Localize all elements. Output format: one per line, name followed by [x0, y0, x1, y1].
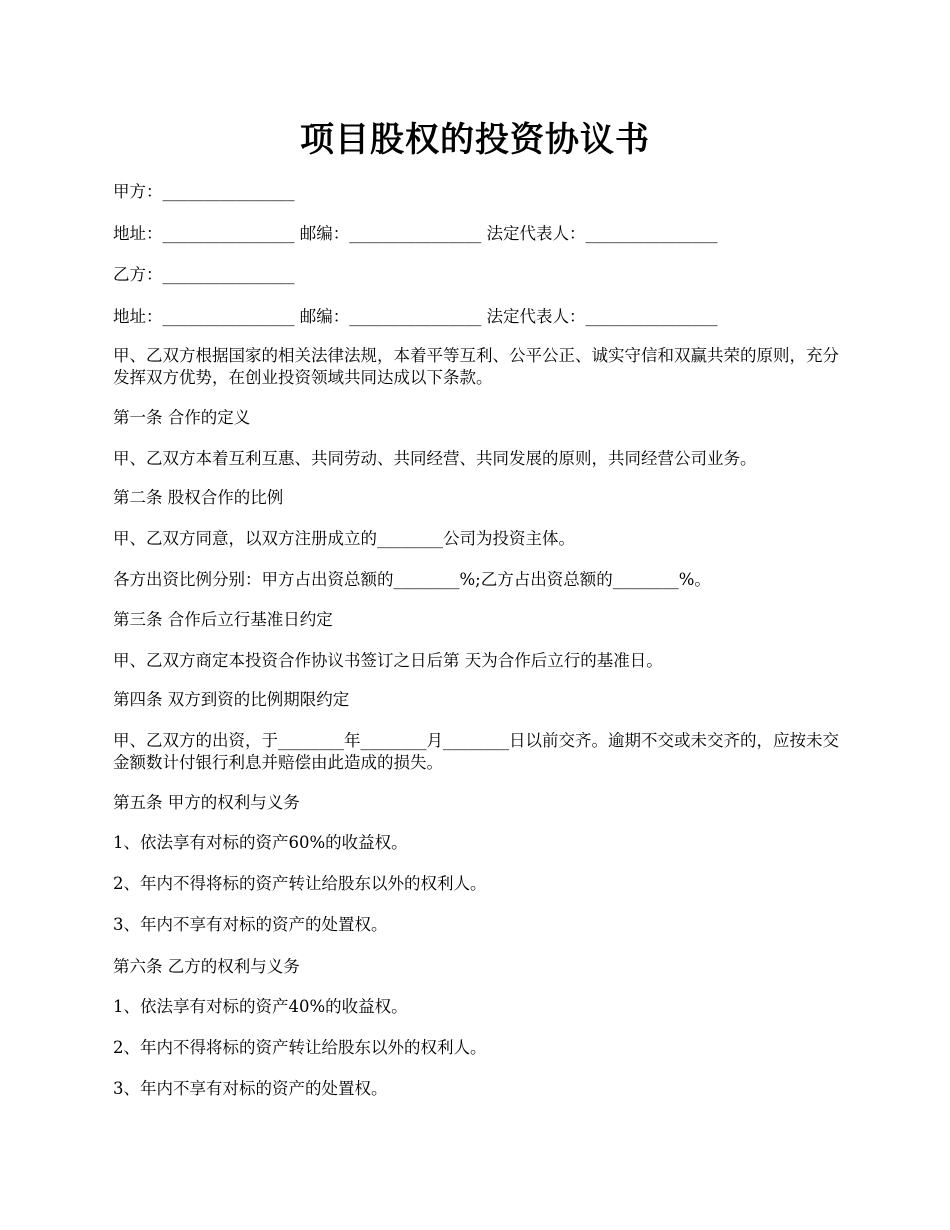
- party-b-address-line: 地址：________________ 邮编：________________ 法定代表人：________________: [113, 307, 718, 326]
- article-6-heading: 第六条 乙方的权利与义务: [113, 957, 300, 976]
- article-6-item-3: 3、年内不享有对标的资产的处置权。: [113, 1079, 388, 1098]
- party-a-line: 甲方：________________: [113, 182, 295, 201]
- article-2-text-1: 甲、乙双方同意，以双方注册成立的________公司为投资主体。: [113, 529, 575, 548]
- article-1-heading: 第一条 合作的定义: [113, 408, 251, 427]
- article-6-item-2: 2、年内不得将标的资产转让给股东以外的权利人。: [113, 1038, 487, 1057]
- party-b-line: 乙方：________________: [113, 265, 295, 284]
- article-6-item-1: 1、依法享有对标的资产40%的收益权。: [113, 997, 408, 1016]
- article-1-text: 甲、乙双方本着互利互惠、共同劳动、共同经营、共同发展的原则，共同经营公司业务。: [113, 449, 757, 468]
- article-5-item-1: 1、依法享有对标的资产60%的收益权。: [113, 833, 408, 852]
- article-5-item-3: 3、年内不享有对标的资产的处置权。: [113, 915, 388, 934]
- preamble-paragraph: 甲、乙双方根据国家的相关法律法规，本着平等互利、公平公正、诚实守信和双赢共荣的原则，充分发挥双方优势，在创业投资领域共同达成以下条款。: [113, 346, 839, 387]
- article-2-heading: 第二条 股权合作的比例: [113, 488, 284, 507]
- article-3-heading: 第三条 合作后立行基准日约定: [113, 610, 333, 629]
- party-a-address-line: 地址：________________ 邮编：________________ 法定代表人：________________: [113, 224, 718, 243]
- article-4-text: 甲、乙双方的出资，于________年________月________日以前交齐。逾期不交或未交齐的，应按未交金额数计付银行利息并赔偿由此造成的损失。: [113, 731, 839, 772]
- article-5-heading: 第五条 甲方的权利与义务: [113, 793, 300, 812]
- article-2-text-2: 各方出资比例分别：甲方占出资总额的________%;乙方占出资总额的________%。: [113, 570, 711, 589]
- article-3-text: 甲、乙双方商定本投资合作协议书签订之日后第 天为合作后立行的基准日。: [113, 651, 663, 670]
- document-title: 项目股权的投资协议书: [300, 120, 650, 160]
- article-4-heading: 第四条 双方到资的比例期限约定: [113, 690, 350, 709]
- article-5-item-2: 2、年内不得将标的资产转让给股东以外的权利人。: [113, 874, 487, 893]
